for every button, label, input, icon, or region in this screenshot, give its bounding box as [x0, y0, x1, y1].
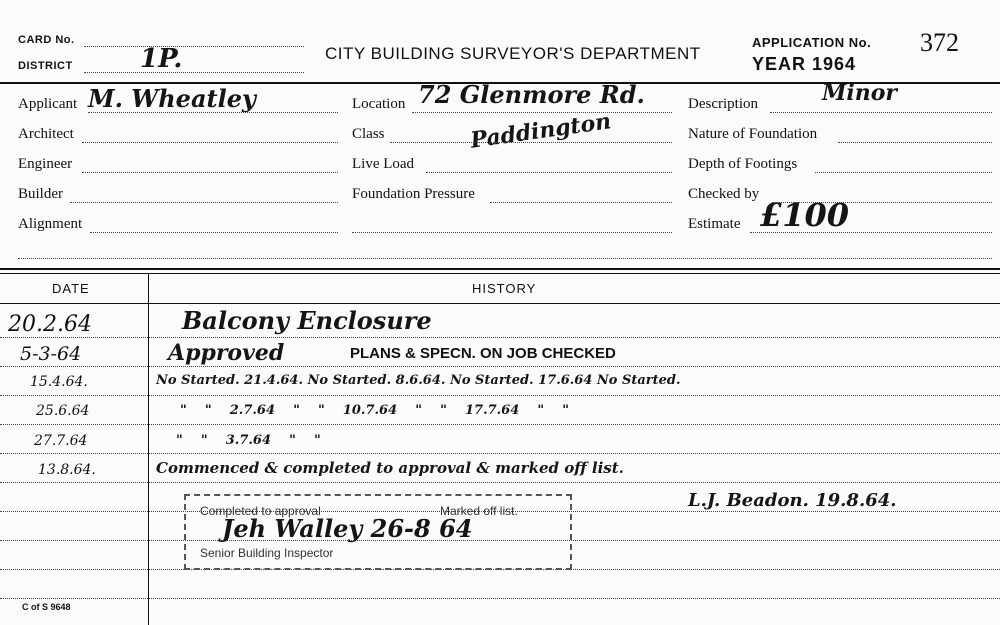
- row-line: [0, 598, 1000, 599]
- page-title: CITY BUILDING SURVEYOR'S DEPARTMENT: [325, 44, 701, 63]
- architect-line: [82, 142, 338, 143]
- completion-stamp: [184, 494, 572, 570]
- form-code: C of S 9648: [22, 602, 71, 612]
- row-4-date: 25.6.64: [36, 403, 90, 419]
- history-top-rule-2: [0, 273, 1000, 274]
- inspector-initials: L.J. Beadon. 19.8.64.: [688, 490, 897, 511]
- checked-by-line: [772, 202, 992, 203]
- district-line: [84, 72, 304, 73]
- row-5-entry: " " 3.7.64 " ": [176, 433, 321, 448]
- row-line: [0, 453, 1000, 454]
- card-no-line: [84, 46, 304, 47]
- alignment-line: [90, 232, 338, 233]
- location-value-2: Paddington: [468, 108, 613, 154]
- history-top-rule: [0, 268, 1000, 270]
- header-rule: [0, 303, 1000, 304]
- depth-of-footings-label: Depth of Footings: [688, 156, 798, 172]
- stamp-signature: Jeh Walley 26-8 64: [222, 514, 473, 543]
- depth-line: [815, 172, 992, 173]
- row-line: [0, 395, 1000, 396]
- row-line: [0, 482, 1000, 483]
- col2-blank-line: [352, 232, 672, 233]
- row-3-entry: No Started. 21.4.64. No Started. 8.6.64. No Started. 17.6.64 No Started.: [156, 373, 681, 388]
- engineer-label: Engineer: [18, 156, 73, 172]
- row-line: [0, 366, 1000, 367]
- applicant-line: [88, 112, 338, 113]
- row-1-date: 20.2.64: [8, 312, 92, 337]
- description-line: [770, 112, 992, 113]
- application-no-value: 372: [920, 28, 959, 57]
- fields-bottom-line: [18, 258, 992, 259]
- engineer-line: [82, 172, 338, 173]
- builder-label: Builder: [18, 186, 63, 202]
- row-2-date: 5-3-64: [20, 343, 82, 365]
- description-value: Minor: [822, 80, 897, 106]
- row-3-date: 15.4.64.: [30, 374, 88, 390]
- estimate-label: Estimate: [688, 216, 741, 232]
- nature-of-foundation-label: Nature of Foundation: [688, 126, 818, 142]
- row-6-entry: Commenced & completed to approval & marked off list.: [156, 459, 624, 477]
- stamp-completed-label: Completed to approval: [200, 504, 321, 518]
- location-line: [412, 112, 672, 113]
- row-2-stamp: PLANS & SPECN. ON JOB CHECKED: [350, 345, 616, 362]
- date-header: DATE: [52, 281, 90, 296]
- date-column-divider: [148, 273, 149, 625]
- application-no-label: APPLICATION No.: [752, 35, 872, 50]
- history-header: HISTORY: [472, 281, 537, 296]
- architect-label: Architect: [18, 126, 74, 142]
- row-4-entry: " " 2.7.64 " " 10.7.64 " " 17.7.64 " ": [180, 403, 570, 418]
- row-1-entry: Balcony Enclosure: [182, 306, 432, 335]
- description-label: Description: [688, 96, 758, 112]
- nature-line: [838, 142, 992, 143]
- location-label: Location: [352, 96, 406, 112]
- class-line: [390, 142, 672, 143]
- foundation-pressure-line: [490, 202, 672, 203]
- applicant-label: Applicant: [18, 96, 78, 112]
- foundation-pressure-label: Foundation Pressure: [352, 186, 475, 202]
- row-2-entry: Approved: [168, 340, 285, 366]
- row-line: [0, 337, 1000, 338]
- stamp-marked-label: Marked off list.: [440, 504, 518, 518]
- year-label: YEAR 1964: [752, 54, 857, 74]
- district-value: 1P.: [140, 44, 183, 74]
- district-label: DISTRICT: [18, 60, 73, 72]
- stamp-inspector-label: Senior Building Inspector: [200, 546, 334, 560]
- live-load-line: [426, 172, 672, 173]
- card-no-label: CARD No.: [18, 34, 75, 46]
- applicant-value: M. Wheatley: [88, 84, 256, 113]
- row-6-date: 13.8.64.: [38, 462, 96, 478]
- checked-by-label: Checked by: [688, 186, 760, 202]
- row-line: [0, 424, 1000, 425]
- estimate-line: [750, 232, 992, 233]
- builder-line: [70, 202, 338, 203]
- live-load-label: Live Load: [352, 156, 415, 172]
- alignment-label: Alignment: [18, 216, 83, 232]
- class-label: Class: [352, 126, 385, 142]
- location-value-1: 72 Glenmore Rd.: [418, 80, 645, 109]
- row-5-date: 27.7.64: [34, 433, 88, 449]
- estimate-value: £100: [760, 196, 850, 234]
